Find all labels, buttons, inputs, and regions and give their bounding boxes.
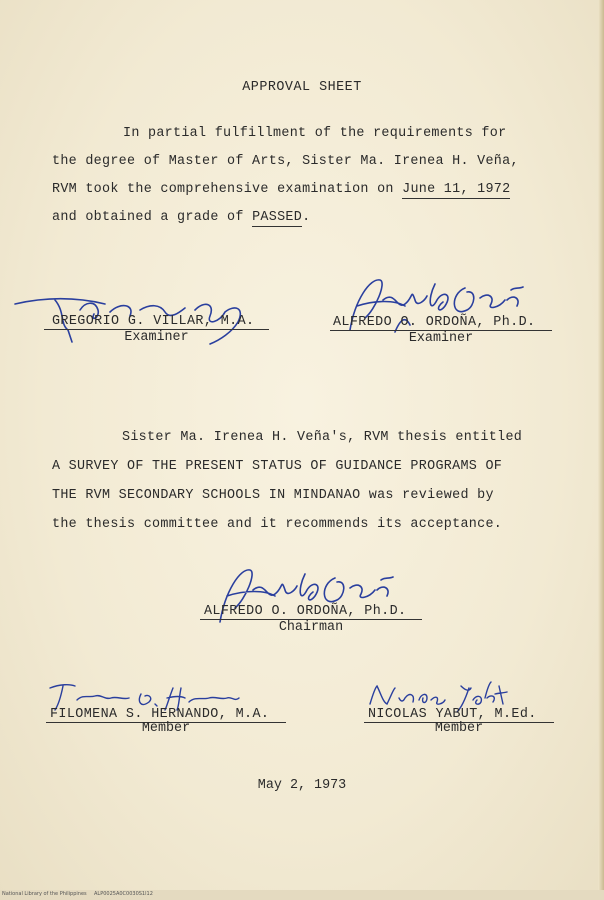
para1-line2: the degree of Master of Arts, Sister Ma. Irenea H. Veña,: [52, 154, 519, 169]
para2-line3: THE RVM SECONDARY SCHOOLS IN MINDANAO was reviewed by: [52, 488, 494, 503]
para1-line1: In partial fulfillment of the requirements for: [123, 126, 507, 141]
chairman-role: Chairman: [278, 620, 344, 635]
member2-role: Member: [434, 721, 484, 736]
para1-line4-end: .: [302, 210, 311, 225]
footer-strip: [0, 890, 604, 900]
para1-line3-text: RVM took the comprehensive examination on: [52, 182, 403, 197]
chairman-name: ALFREDO O. ORDOÑA, Ph.D.: [204, 604, 407, 619]
examiner2-role: Examiner: [408, 331, 474, 346]
member1-role: Member: [141, 721, 191, 736]
para2-line4: the thesis committee and it recommends its acceptance.: [52, 517, 503, 532]
para1-line3: [52, 182, 510, 197]
examiner2-name: ALFREDO O. ORDOÑA, Ph.D.: [333, 315, 536, 330]
approval-date: May 2, 1973: [257, 778, 347, 793]
member2-name: NICOLAS YABUT, M.Ed.: [368, 707, 537, 722]
page-title: APPROVAL SHEET: [242, 80, 362, 95]
exam-date: June 11, 1972: [402, 182, 511, 197]
member1-name: FILOMENA S. HERNANDO, M.A.: [50, 707, 270, 722]
paper-edge: [598, 0, 604, 900]
examiner1-name: GREGORIO G. VILLAR, M.A.: [52, 314, 255, 329]
grade: PASSED: [252, 210, 303, 225]
para2-line1: Sister Ma. Irenea H. Veña's, RVM thesis entitled: [122, 430, 523, 445]
footer-library: National Library of the Philippines: [2, 891, 87, 897]
para1-line4-text: and obtained a grade of: [52, 210, 253, 225]
footer-id: ALP0025A0C0030S1l12: [94, 891, 153, 897]
examiner1-role: Examiner: [124, 330, 189, 345]
para2-line2: A SURVEY OF THE PRESENT STATUS OF GUIDANCE PROGRAMS OF: [52, 459, 503, 474]
para1-line4: [52, 210, 310, 225]
